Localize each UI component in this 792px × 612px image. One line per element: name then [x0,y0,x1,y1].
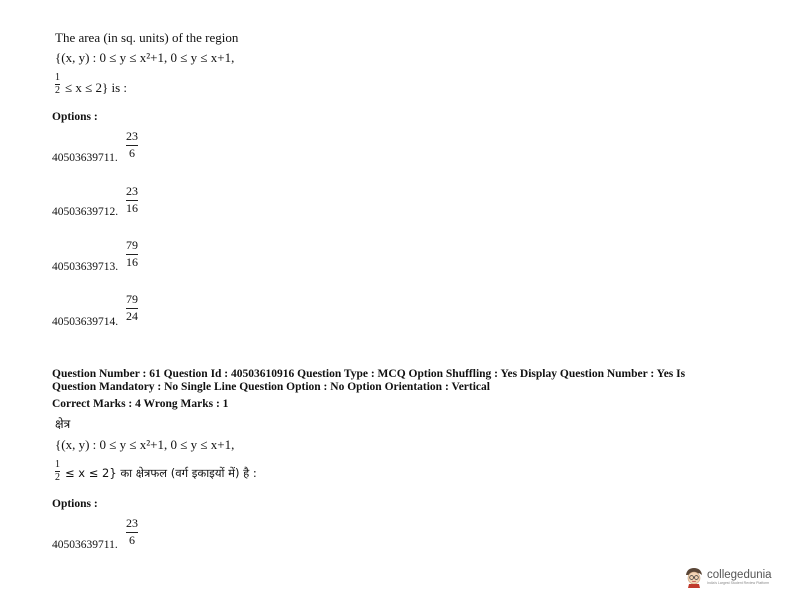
question-2-line-3: ≤ x ≤ 2} का क्षेत्रफल (वर्ग इकाइयों में) है : [65,466,257,480]
mascot-icon [684,566,704,588]
fraction-numerator: 79 [126,238,138,252]
fraction-numerator: 1 [55,72,60,83]
option-id: 40503639712. [52,206,119,218]
option-fraction [126,517,138,547]
fraction-denominator: 2 [55,472,60,483]
fraction-denominator: 6 [129,146,135,160]
question-2-line-2: {(x, y) : 0 ≤ y ≤ x²+1, 0 ≤ y ≤ x+1, [55,437,235,452]
option-id: 40503639711. [52,539,118,551]
option-id: 40503639713. [52,261,119,273]
fraction-numerator: 23 [126,184,138,198]
options-label: Options : [52,111,98,123]
option-id: 40503639714. [52,316,119,328]
fraction-denominator: 6 [129,533,135,547]
question-1-fraction [55,73,60,96]
fraction-numerator: 1 [55,459,60,470]
fraction-numerator: 23 [126,516,138,530]
logo-tagline: India's Largest Student Review Platform [707,581,770,585]
fraction-denominator: 24 [126,309,138,323]
logo-brand: collegedunia [707,569,772,581]
fraction-denominator: 16 [126,201,138,215]
fraction-denominator: 2 [55,85,60,96]
question-2-fraction [55,460,60,483]
question-meta-line-2: Question Mandatory : No Single Line Question Option : No Option Orientation : Vertical [52,381,490,393]
question-1-line-1: The area (in sq. units) of the region [55,30,239,45]
question-1-line-3: ≤ x ≤ 2} is : [65,80,128,95]
fraction-numerator: 79 [126,292,138,306]
question-marks: Correct Marks : 4 Wrong Marks : 1 [52,398,229,410]
option-fraction [126,185,138,215]
fraction-numerator: 23 [126,129,138,143]
question-1-line-2: {(x, y) : 0 ≤ y ≤ x²+1, 0 ≤ y ≤ x+1, [55,50,235,65]
option-fraction [126,239,138,269]
option-fraction [126,130,138,160]
option-id: 40503639711. [52,152,118,164]
collegedunia-logo [684,566,772,588]
option-fraction [126,293,138,323]
logo-text [707,569,772,585]
question-2-hindi-title: क्षेत्र [55,417,71,431]
options-label: Options : [52,498,98,510]
fraction-denominator: 16 [126,255,138,269]
question-meta-line-1: Question Number : 61 Question Id : 40503610916 Question Type : MCQ Option Shuffling : Yes Display Question Number : Yes Is [52,368,686,380]
